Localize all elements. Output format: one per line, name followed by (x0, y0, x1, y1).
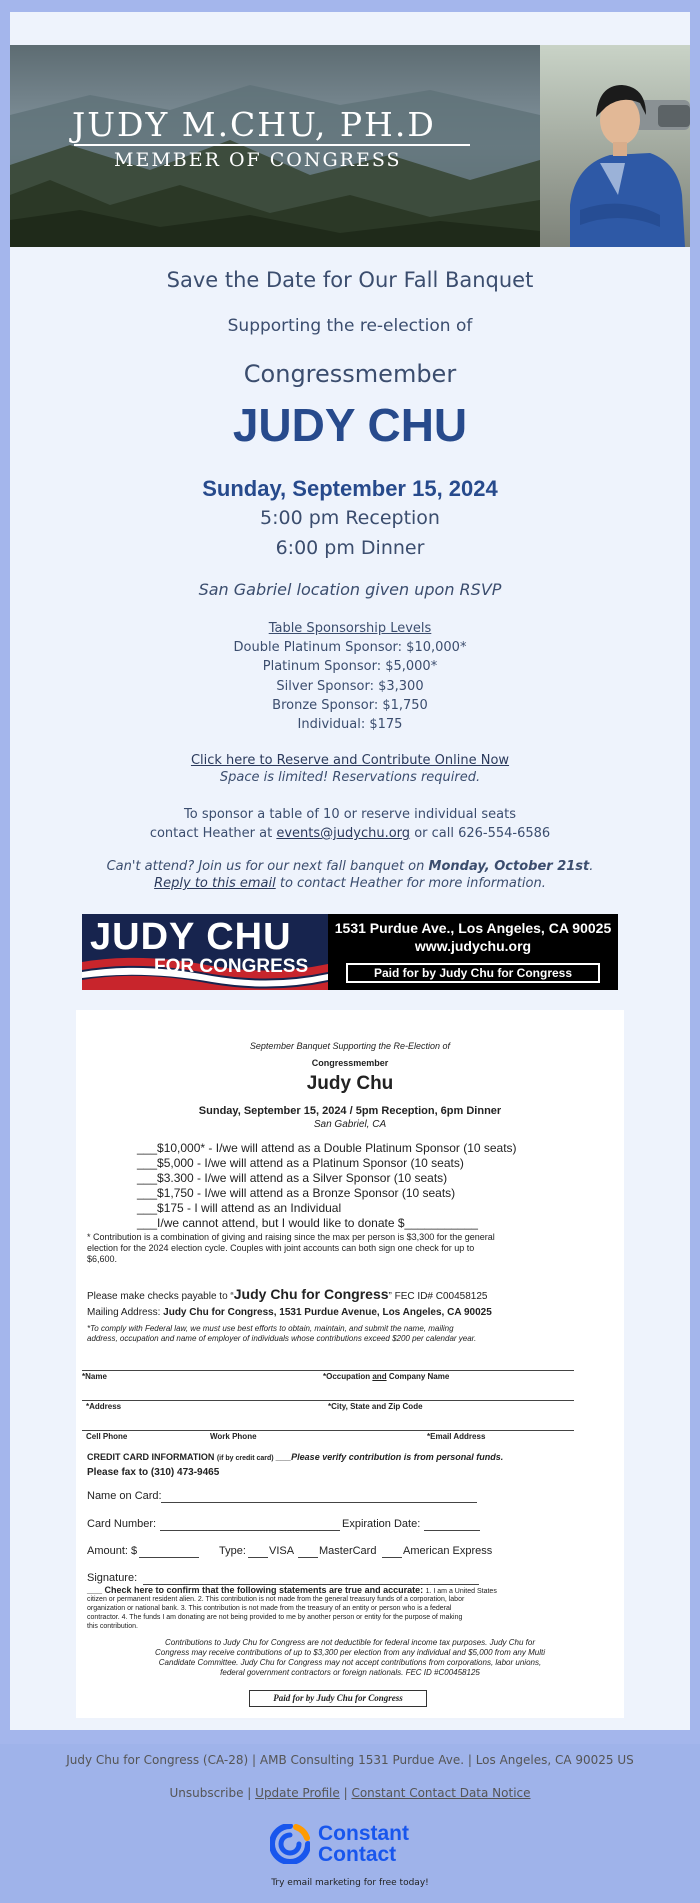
expiration-field[interactable] (424, 1530, 480, 1531)
sponsor-level: Double Platinum Sponsor: $10,000* (233, 640, 467, 655)
mastercard-label: MasterCard (319, 1545, 377, 1557)
form-line (82, 1400, 574, 1401)
form-line (82, 1430, 574, 1431)
name-on-card-field[interactable] (161, 1502, 477, 1503)
footnote-line: * Contribution is a combination of giving and raising since the max per person is $3,300 for the general (87, 1232, 495, 1242)
footer-links (0, 1786, 700, 1800)
cc-if-label: (if by credit card) (216, 1455, 274, 1462)
payable-suffix: ” FEC ID# C00458125 (388, 1291, 488, 1302)
federal-law-line: *To comply with Federal law, we must use best efforts to obtain, maintain, and submit the name, mailing (87, 1324, 454, 1333)
form-congressmember: Congressmember (311, 1058, 389, 1068)
footnote-line: election for the 2024 election cycle. Couples with joint accounts can both sign one check for up to (87, 1243, 475, 1253)
reply-email-link[interactable]: Reply to this email (154, 876, 276, 891)
next-banquet-text: Can't attend? Join us for our next fall banquet on (106, 859, 425, 874)
sponsorship-heading: Table Sponsorship Levels (268, 621, 432, 636)
sponsor-level: Silver Sponsor: $3,300 (276, 679, 424, 694)
cell-phone-label[interactable]: Cell Phone (86, 1432, 128, 1441)
work-phone-label[interactable]: Work Phone (210, 1432, 257, 1441)
signature-label: Signature: (87, 1572, 138, 1584)
cc-line-2: Contact (318, 1843, 397, 1866)
supporting-text: Supporting the re-election of (227, 316, 473, 336)
form-header: September Banquet Supporting the Re-Election of (249, 1041, 451, 1051)
confirm-text-line: this contribution. (87, 1623, 138, 1630)
space-limited-text: Space is limited! Reservations required. (219, 770, 481, 785)
footer-separator: | (343, 1786, 348, 1800)
reply-line (10, 876, 690, 891)
footer-address: Judy Chu for Congress (CA-28) | AMB Consulting 1531 Purdue Ave. | Los Angeles, CA 90025 US (66, 1753, 634, 1767)
footer-separator: | (247, 1786, 252, 1800)
mailing-address: Judy Chu for Congress, 1531 Purdue Avenue, Los Angeles, CA 90025 (163, 1307, 492, 1318)
fax-line: Please fax to (310) 473-9465 (87, 1467, 220, 1478)
payable-prefix: Please make checks payable to “ (87, 1291, 234, 1302)
mastercard-check[interactable] (298, 1557, 318, 1558)
reply-form (76, 1010, 624, 1718)
form-line (82, 1370, 574, 1371)
reply-suffix: to contact Heather for more information. (279, 876, 546, 891)
contact-suffix: or call 626-554-6586 (414, 826, 551, 841)
hero-subtitle: MEMBER OF CONGRESS (114, 149, 402, 171)
cc-info-line (87, 1452, 503, 1462)
banner-judy-chu: JUDY CHU (90, 916, 292, 958)
form-paid-for-box: Paid for by Judy Chu for Congress (249, 1690, 427, 1707)
reserve-online-link[interactable]: Click here to Reserve and Contribute Online Now (190, 753, 510, 768)
cc-tagline[interactable]: Try email marketing for free today! (271, 1878, 429, 1888)
footnote-line: $6,600. (87, 1254, 118, 1264)
confirm-checkbox-label[interactable]: ___ Check here to confirm that the following statements are true and accurate: (87, 1585, 424, 1595)
campaign-banner (82, 914, 618, 990)
federal-law-line: address, occupation and name of employer of individuals whose contributions exceed $200 per calendar year. (87, 1334, 477, 1343)
cc-line-1: Constant (318, 1822, 409, 1845)
hero-name: JUDY M.CHU, PH.D (72, 105, 436, 144)
amex-label: American Express (403, 1545, 493, 1557)
mailing-line (87, 1307, 492, 1318)
constant-contact-logo-icon[interactable] (270, 1824, 310, 1864)
company-label: Company Name (388, 1372, 450, 1381)
constant-contact-wordmark[interactable] (318, 1823, 409, 1865)
confirm-text-line: 1. I am a United States (425, 1588, 497, 1595)
mailing-prefix: Mailing Address: (87, 1307, 161, 1318)
option-individual[interactable]: ___$175 - I will attend as an Individual (137, 1201, 342, 1215)
amount-label: Amount: $ (87, 1545, 138, 1557)
visa-check[interactable] (248, 1557, 268, 1558)
occupation-and: and (372, 1372, 387, 1381)
hero-divider (74, 144, 470, 146)
congressmember-title: Congressmember (243, 360, 457, 388)
cc-info-label: CREDIT CARD INFORMATION (87, 1452, 215, 1462)
type-label: Type: (219, 1545, 246, 1557)
payable-name: Judy Chu for Congress (233, 1286, 389, 1302)
banner-paid-for: Paid for by Judy Chu for Congress (346, 963, 600, 983)
cc-verify-label[interactable]: ___Please verify contribution is from personal funds. (276, 1452, 504, 1462)
mountain-landscape-image (10, 45, 690, 247)
reception-time: 5:00 pm Reception (260, 507, 440, 529)
occupation-field-label[interactable] (323, 1372, 449, 1381)
option-silver[interactable]: ___$3.300 - I/we will attend as a Silver Sponsor (10 seats) (137, 1171, 448, 1185)
disclaimer-line: Candidate Committee. Judy Chu for Congress may not accept contributions from corporations, labor unions, (158, 1658, 542, 1667)
amount-field[interactable] (139, 1557, 199, 1558)
sponsor-level: Bronze Sponsor: $1,750 (272, 698, 428, 713)
form-date-line: Sunday, September 15, 2024 / 5pm Reception, 6pm Dinner (198, 1105, 502, 1117)
disclaimer-line: Contributions to Judy Chu for Congress are not deductible for federal income tax purposes. Judy Chu for (165, 1638, 535, 1647)
card-number-label: Card Number: (87, 1518, 157, 1530)
event-location: San Gabriel location given upon RSVP (198, 580, 502, 599)
option-platinum[interactable]: ___$5,000 - I/we will attend as a Platinum Sponsor (10 seats) (137, 1156, 464, 1170)
banner-address: 1531 Purdue Ave., Los Angeles, CA 90025 (334, 920, 612, 936)
confirm-text-line: organization or national bank. 3. This contribution is not made from the treasury of an entity or person who is a federal (87, 1605, 452, 1612)
update-profile-link[interactable]: Update Profile (255, 1786, 340, 1800)
email-field-label[interactable]: *Email Address (427, 1432, 486, 1441)
occupation-label: *Occupation (323, 1372, 371, 1381)
confirm-text-line: citizen or permanent resident alien. 2. This contribution is not made from the general treasury funds of a corporation, labor (87, 1596, 465, 1603)
disclaimer-line: Congress may receive contributions of up to $3,300 per election from any individual and $5,000 from any Multi (155, 1648, 545, 1657)
sponsor-level: Individual: $175 (297, 717, 403, 732)
confirm-text-line: contractor. 4. The funds I am donating are not being provided to me by another person or entity for the purpose of making (87, 1614, 463, 1621)
candidate-name: JUDY CHU (232, 399, 468, 451)
event-date: Sunday, September 15, 2024 (202, 476, 498, 501)
unsubscribe-link[interactable]: Unsubscribe (169, 1786, 244, 1800)
amex-check[interactable] (382, 1557, 402, 1558)
form-city: San Gabriel, CA (313, 1119, 387, 1130)
name-field-label[interactable]: *Name (82, 1372, 107, 1381)
next-banquet-date: Monday, October 21st (428, 859, 590, 874)
disclaimer-line: federal government contractors or foreign nationals. FEC ID #C00458125 (220, 1668, 480, 1677)
sponsor-contact-line: To sponsor a table of 10 or reserve individual seats (184, 807, 516, 822)
city-field-label[interactable]: *City, State and Zip Code (328, 1402, 423, 1411)
campaign-logo (82, 914, 328, 990)
name-on-card-label: Name on Card: (87, 1490, 162, 1502)
card-number-field[interactable] (160, 1530, 340, 1531)
next-banquet-period: . (589, 859, 594, 874)
option-bronze[interactable]: ___$1,750 - I/we will attend as a Bronze Sponsor (10 seats) (137, 1186, 456, 1200)
payable-line (87, 1286, 488, 1302)
dinner-time: 6:00 pm Dinner (275, 537, 425, 559)
sponsor-level: Platinum Sponsor: $5,000* (262, 659, 438, 674)
banner-for-congress: FOR CONGRESS (154, 956, 309, 977)
email-link[interactable]: events@judychu.org (276, 826, 411, 841)
option-double-platinum[interactable]: ___$10,000* - I/we will attend as a Double Platinum Sponsor (10 seats) (137, 1141, 517, 1155)
contact-prefix: contact Heather at (149, 826, 273, 841)
banner-info (328, 914, 618, 990)
confirm-line (87, 1585, 497, 1595)
next-banquet-line (10, 859, 690, 874)
banner-website: www.judychu.org (414, 938, 532, 954)
address-field-label[interactable]: *Address (86, 1402, 122, 1411)
option-donate[interactable]: ___I/we cannot attend, but I would like to donate $___________ (137, 1216, 478, 1230)
reserve-link-row (10, 753, 690, 768)
form-candidate-name: Judy Chu (306, 1073, 394, 1094)
expiration-label: Expiration Date: (342, 1518, 421, 1530)
data-notice-link[interactable]: Constant Contact Data Notice (351, 1786, 531, 1800)
hero-banner (10, 45, 690, 247)
save-the-date-heading: Save the Date for Our Fall Banquet (166, 268, 534, 292)
contact-line (10, 826, 690, 841)
visa-label: VISA (269, 1545, 295, 1557)
